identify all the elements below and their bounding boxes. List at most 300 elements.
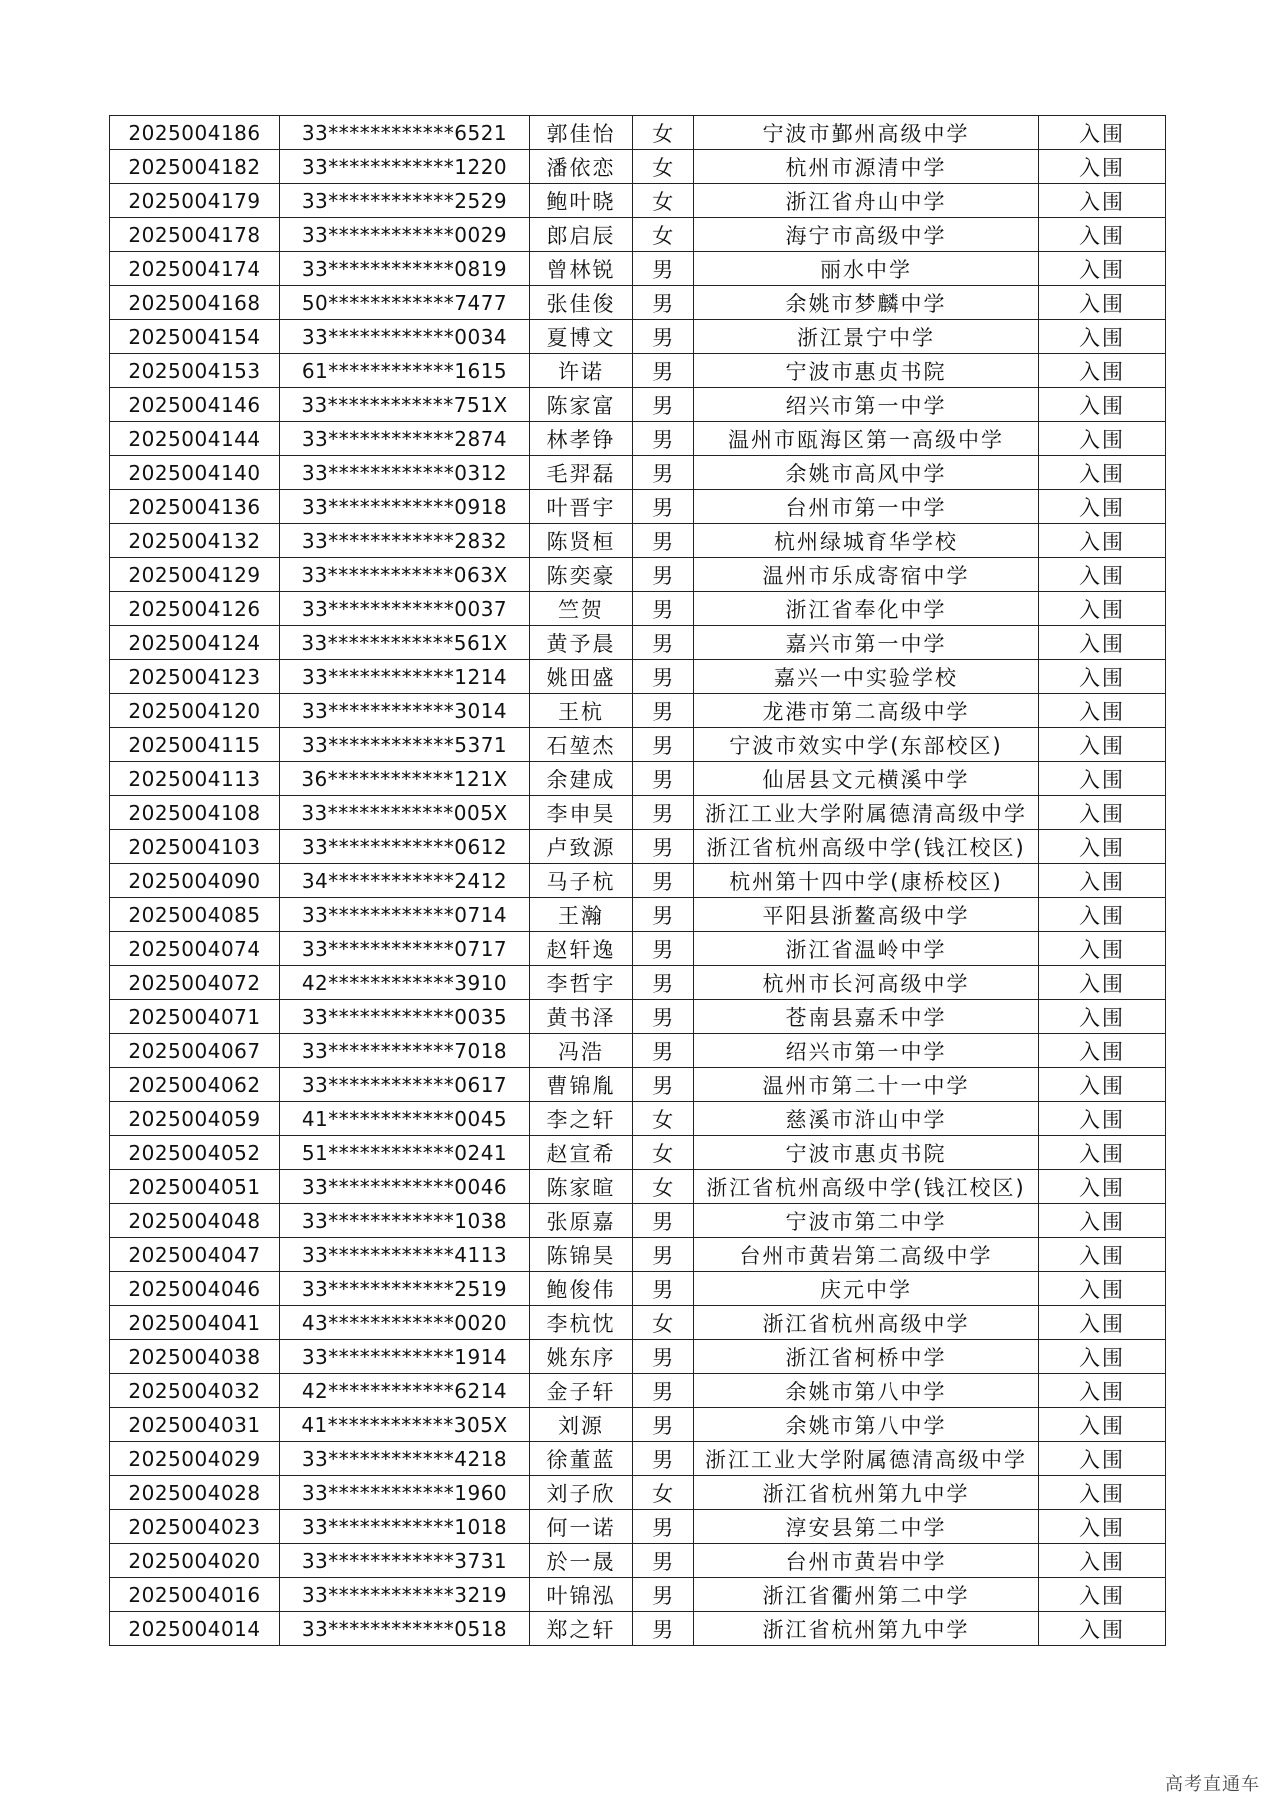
cell-exam-id: 2025004146 <box>110 388 280 422</box>
cell-school: 台州市黄岩中学 <box>694 1544 1039 1578</box>
cell-school: 杭州市长河高级中学 <box>694 966 1039 1000</box>
cell-exam-id: 2025004071 <box>110 1000 280 1034</box>
cell-exam-id: 2025004062 <box>110 1068 280 1102</box>
cell-id-card: 42************3910 <box>280 966 530 1000</box>
cell-status: 入围 <box>1039 796 1166 830</box>
cell-exam-id: 2025004023 <box>110 1510 280 1544</box>
cell-status: 入围 <box>1039 1068 1166 1102</box>
cell-exam-id: 2025004029 <box>110 1442 280 1476</box>
cell-status: 入围 <box>1039 592 1166 626</box>
cell-status: 入围 <box>1039 694 1166 728</box>
cell-gender: 男 <box>633 626 694 660</box>
cell-name: 余建成 <box>530 762 633 796</box>
cell-name: 徐董蓝 <box>530 1442 633 1476</box>
cell-gender: 男 <box>633 1544 694 1578</box>
table-row <box>110 1510 1166 1544</box>
cell-exam-id: 2025004041 <box>110 1306 280 1340</box>
cell-exam-id: 2025004046 <box>110 1272 280 1306</box>
table-row <box>110 524 1166 558</box>
cell-id-card: 33************005X <box>280 796 530 830</box>
table-row <box>110 694 1166 728</box>
cell-gender: 男 <box>633 1034 694 1068</box>
cell-status: 入围 <box>1039 320 1166 354</box>
cell-status: 入围 <box>1039 218 1166 252</box>
cell-status: 入围 <box>1039 1238 1166 1272</box>
cell-gender: 男 <box>633 388 694 422</box>
table-row <box>110 830 1166 864</box>
cell-id-card: 33************0034 <box>280 320 530 354</box>
cell-exam-id: 2025004154 <box>110 320 280 354</box>
cell-status: 入围 <box>1039 524 1166 558</box>
cell-gender: 女 <box>633 150 694 184</box>
cell-name: 马子杭 <box>530 864 633 898</box>
cell-id-card: 33************1914 <box>280 1340 530 1374</box>
cell-exam-id: 2025004028 <box>110 1476 280 1510</box>
table-row <box>110 116 1166 150</box>
cell-name: 姚田盛 <box>530 660 633 694</box>
cell-gender: 女 <box>633 116 694 150</box>
cell-name: 卢致源 <box>530 830 633 864</box>
cell-school: 余姚市第八中学 <box>694 1408 1039 1442</box>
cell-gender: 男 <box>633 286 694 320</box>
cell-gender: 男 <box>633 864 694 898</box>
cell-exam-id: 2025004140 <box>110 456 280 490</box>
table-row <box>110 1476 1166 1510</box>
cell-id-card: 33************7018 <box>280 1034 530 1068</box>
cell-name: 何一诺 <box>530 1510 633 1544</box>
table-row <box>110 1204 1166 1238</box>
cell-status: 入围 <box>1039 830 1166 864</box>
cell-school: 杭州第十四中学(康桥校区) <box>694 864 1039 898</box>
cell-school: 浙江省衢州第二中学 <box>694 1578 1039 1612</box>
cell-school: 宁波市惠贞书院 <box>694 1136 1039 1170</box>
cell-gender: 男 <box>633 660 694 694</box>
cell-school: 浙江省杭州第九中学 <box>694 1476 1039 1510</box>
cell-name: 李申昊 <box>530 796 633 830</box>
cell-school: 嘉兴市第一中学 <box>694 626 1039 660</box>
cell-school: 余姚市第八中学 <box>694 1374 1039 1408</box>
cell-exam-id: 2025004182 <box>110 150 280 184</box>
table-row <box>110 218 1166 252</box>
cell-exam-id: 2025004178 <box>110 218 280 252</box>
cell-status: 入围 <box>1039 966 1166 1000</box>
cell-school: 浙江工业大学附属德清高级中学 <box>694 796 1039 830</box>
cell-status: 入围 <box>1039 422 1166 456</box>
cell-id-card: 61************1615 <box>280 354 530 388</box>
cell-status: 入围 <box>1039 150 1166 184</box>
admission-list-table <box>109 115 1166 1646</box>
cell-status: 入围 <box>1039 1272 1166 1306</box>
table-row <box>110 796 1166 830</box>
table-row <box>110 1578 1166 1612</box>
table-row <box>110 864 1166 898</box>
cell-gender: 男 <box>633 1238 694 1272</box>
cell-school: 杭州绿城育华学校 <box>694 524 1039 558</box>
cell-school: 浙江景宁中学 <box>694 320 1039 354</box>
cell-gender: 男 <box>633 932 694 966</box>
cell-id-card: 33************2519 <box>280 1272 530 1306</box>
cell-status: 入围 <box>1039 456 1166 490</box>
cell-exam-id: 2025004048 <box>110 1204 280 1238</box>
cell-school: 庆元中学 <box>694 1272 1039 1306</box>
cell-name: 张原嘉 <box>530 1204 633 1238</box>
cell-id-card: 33************0819 <box>280 252 530 286</box>
cell-id-card: 33************751X <box>280 388 530 422</box>
cell-id-card: 42************6214 <box>280 1374 530 1408</box>
cell-status: 入围 <box>1039 1578 1166 1612</box>
cell-name: 陈贤桓 <box>530 524 633 558</box>
cell-school: 浙江省舟山中学 <box>694 184 1039 218</box>
cell-gender: 男 <box>633 1510 694 1544</box>
cell-name: 黄予晨 <box>530 626 633 660</box>
cell-gender: 女 <box>633 1306 694 1340</box>
cell-exam-id: 2025004153 <box>110 354 280 388</box>
cell-gender: 男 <box>633 456 694 490</box>
cell-exam-id: 2025004168 <box>110 286 280 320</box>
cell-id-card: 33************561X <box>280 626 530 660</box>
cell-school: 淳安县第二中学 <box>694 1510 1039 1544</box>
cell-name: 赵宣希 <box>530 1136 633 1170</box>
cell-id-card: 33************3219 <box>280 1578 530 1612</box>
cell-gender: 女 <box>633 1476 694 1510</box>
cell-exam-id: 2025004067 <box>110 1034 280 1068</box>
cell-status: 入围 <box>1039 184 1166 218</box>
cell-id-card: 33************0046 <box>280 1170 530 1204</box>
table-row <box>110 1238 1166 1272</box>
cell-status: 入围 <box>1039 1136 1166 1170</box>
cell-exam-id: 2025004059 <box>110 1102 280 1136</box>
cell-id-card: 41************305X <box>280 1408 530 1442</box>
cell-status: 入围 <box>1039 1034 1166 1068</box>
cell-school: 海宁市高级中学 <box>694 218 1039 252</box>
cell-school: 浙江省杭州第九中学 <box>694 1612 1039 1646</box>
cell-name: 毛羿磊 <box>530 456 633 490</box>
cell-id-card: 33************5371 <box>280 728 530 762</box>
cell-id-card: 33************6521 <box>280 116 530 150</box>
cell-id-card: 50************7477 <box>280 286 530 320</box>
cell-name: 李杭忱 <box>530 1306 633 1340</box>
cell-exam-id: 2025004108 <box>110 796 280 830</box>
cell-status: 入围 <box>1039 1340 1166 1374</box>
cell-name: 李之轩 <box>530 1102 633 1136</box>
cell-name: 潘依恋 <box>530 150 633 184</box>
table-row <box>110 660 1166 694</box>
cell-status: 入围 <box>1039 354 1166 388</box>
cell-exam-id: 2025004174 <box>110 252 280 286</box>
table-row <box>110 150 1166 184</box>
cell-school: 宁波市第二中学 <box>694 1204 1039 1238</box>
cell-name: 金子轩 <box>530 1374 633 1408</box>
cell-school: 浙江省奉化中学 <box>694 592 1039 626</box>
table-row <box>110 1544 1166 1578</box>
cell-school: 浙江省温岭中学 <box>694 932 1039 966</box>
cell-id-card: 33************0717 <box>280 932 530 966</box>
cell-name: 王瀚 <box>530 898 633 932</box>
cell-exam-id: 2025004014 <box>110 1612 280 1646</box>
table-row <box>110 1136 1166 1170</box>
cell-id-card: 33************0029 <box>280 218 530 252</box>
cell-school: 杭州市源清中学 <box>694 150 1039 184</box>
cell-name: 曹锦胤 <box>530 1068 633 1102</box>
cell-gender: 男 <box>633 1068 694 1102</box>
cell-gender: 男 <box>633 1204 694 1238</box>
cell-gender: 女 <box>633 1170 694 1204</box>
cell-status: 入围 <box>1039 660 1166 694</box>
cell-school: 浙江工业大学附属德清高级中学 <box>694 1442 1039 1476</box>
cell-id-card: 33************2832 <box>280 524 530 558</box>
table-row <box>110 252 1166 286</box>
cell-name: 陈家富 <box>530 388 633 422</box>
cell-gender: 男 <box>633 592 694 626</box>
cell-id-card: 41************0045 <box>280 1102 530 1136</box>
table-row <box>110 1068 1166 1102</box>
cell-status: 入围 <box>1039 1544 1166 1578</box>
table-body <box>110 116 1166 1646</box>
cell-status: 入围 <box>1039 728 1166 762</box>
cell-school: 余姚市梦麟中学 <box>694 286 1039 320</box>
cell-exam-id: 2025004126 <box>110 592 280 626</box>
cell-gender: 女 <box>633 1102 694 1136</box>
cell-name: 鲍俊伟 <box>530 1272 633 1306</box>
cell-school: 温州市第二十一中学 <box>694 1068 1039 1102</box>
cell-school: 温州市乐成寄宿中学 <box>694 558 1039 592</box>
table-row <box>110 422 1166 456</box>
cell-gender: 男 <box>633 1578 694 1612</box>
cell-school: 丽水中学 <box>694 252 1039 286</box>
table-row <box>110 898 1166 932</box>
table-row <box>110 1170 1166 1204</box>
cell-school: 慈溪市浒山中学 <box>694 1102 1039 1136</box>
cell-school: 龙港市第二高级中学 <box>694 694 1039 728</box>
cell-id-card: 33************1038 <box>280 1204 530 1238</box>
table-row <box>110 1102 1166 1136</box>
cell-exam-id: 2025004052 <box>110 1136 280 1170</box>
cell-exam-id: 2025004144 <box>110 422 280 456</box>
cell-status: 入围 <box>1039 1442 1166 1476</box>
cell-gender: 男 <box>633 796 694 830</box>
cell-exam-id: 2025004124 <box>110 626 280 660</box>
cell-gender: 男 <box>633 558 694 592</box>
cell-id-card: 33************0518 <box>280 1612 530 1646</box>
cell-gender: 女 <box>633 218 694 252</box>
cell-id-card: 33************1214 <box>280 660 530 694</box>
cell-name: 刘源 <box>530 1408 633 1442</box>
cell-exam-id: 2025004051 <box>110 1170 280 1204</box>
cell-school: 浙江省杭州高级中学(钱江校区) <box>694 830 1039 864</box>
cell-status: 入围 <box>1039 558 1166 592</box>
cell-name: 林孝铮 <box>530 422 633 456</box>
cell-status: 入围 <box>1039 1204 1166 1238</box>
watermark: 高考直通车 <box>1165 1774 1260 1795</box>
cell-id-card: 36************121X <box>280 762 530 796</box>
cell-name: 夏博文 <box>530 320 633 354</box>
table-row <box>110 728 1166 762</box>
cell-status: 入围 <box>1039 1612 1166 1646</box>
cell-status: 入围 <box>1039 252 1166 286</box>
cell-school: 浙江省杭州高级中学(钱江校区) <box>694 1170 1039 1204</box>
cell-id-card: 33************0612 <box>280 830 530 864</box>
table-row <box>110 1306 1166 1340</box>
cell-exam-id: 2025004179 <box>110 184 280 218</box>
cell-id-card: 33************2874 <box>280 422 530 456</box>
cell-status: 入围 <box>1039 864 1166 898</box>
table-row <box>110 320 1166 354</box>
cell-status: 入围 <box>1039 490 1166 524</box>
cell-school: 台州市第一中学 <box>694 490 1039 524</box>
cell-exam-id: 2025004136 <box>110 490 280 524</box>
cell-exam-id: 2025004113 <box>110 762 280 796</box>
cell-gender: 男 <box>633 898 694 932</box>
cell-school: 余姚市高风中学 <box>694 456 1039 490</box>
table-row <box>110 558 1166 592</box>
cell-school: 宁波市鄞州高级中学 <box>694 116 1039 150</box>
cell-gender: 男 <box>633 1340 694 1374</box>
cell-exam-id: 2025004129 <box>110 558 280 592</box>
cell-id-card: 33************1220 <box>280 150 530 184</box>
cell-name: 陈家暄 <box>530 1170 633 1204</box>
cell-name: 陈奕豪 <box>530 558 633 592</box>
cell-status: 入围 <box>1039 1408 1166 1442</box>
cell-name: 黄书泽 <box>530 1000 633 1034</box>
cell-school: 宁波市效实中学(东部校区) <box>694 728 1039 762</box>
table-row <box>110 456 1166 490</box>
cell-status: 入围 <box>1039 1000 1166 1034</box>
cell-school: 浙江省杭州高级中学 <box>694 1306 1039 1340</box>
cell-gender: 女 <box>633 1136 694 1170</box>
cell-gender: 男 <box>633 1000 694 1034</box>
cell-name: 郑之轩 <box>530 1612 633 1646</box>
cell-id-card: 33************4218 <box>280 1442 530 1476</box>
cell-exam-id: 2025004072 <box>110 966 280 1000</box>
cell-status: 入围 <box>1039 1374 1166 1408</box>
cell-school: 绍兴市第一中学 <box>694 388 1039 422</box>
cell-id-card: 34************2412 <box>280 864 530 898</box>
cell-exam-id: 2025004020 <box>110 1544 280 1578</box>
cell-exam-id: 2025004016 <box>110 1578 280 1612</box>
cell-status: 入围 <box>1039 762 1166 796</box>
cell-gender: 男 <box>633 966 694 1000</box>
cell-school: 平阳县浙鳌高级中学 <box>694 898 1039 932</box>
cell-exam-id: 2025004074 <box>110 932 280 966</box>
cell-id-card: 33************3014 <box>280 694 530 728</box>
cell-name: 冯浩 <box>530 1034 633 1068</box>
table-row <box>110 286 1166 320</box>
table-row <box>110 932 1166 966</box>
cell-gender: 男 <box>633 490 694 524</box>
cell-id-card: 33************0918 <box>280 490 530 524</box>
table-row <box>110 1340 1166 1374</box>
cell-exam-id: 2025004038 <box>110 1340 280 1374</box>
cell-name: 许诺 <box>530 354 633 388</box>
cell-id-card: 33************0617 <box>280 1068 530 1102</box>
cell-id-card: 33************063X <box>280 558 530 592</box>
table-row <box>110 1034 1166 1068</box>
cell-gender: 男 <box>633 728 694 762</box>
cell-name: 王杭 <box>530 694 633 728</box>
cell-id-card: 33************0037 <box>280 592 530 626</box>
table-row <box>110 1442 1166 1476</box>
cell-name: 赵轩逸 <box>530 932 633 966</box>
cell-status: 入围 <box>1039 388 1166 422</box>
cell-gender: 男 <box>633 1374 694 1408</box>
cell-id-card: 33************1960 <box>280 1476 530 1510</box>
cell-id-card: 33************3731 <box>280 1544 530 1578</box>
cell-exam-id: 2025004085 <box>110 898 280 932</box>
cell-status: 入围 <box>1039 932 1166 966</box>
cell-exam-id: 2025004103 <box>110 830 280 864</box>
cell-exam-id: 2025004186 <box>110 116 280 150</box>
cell-status: 入围 <box>1039 898 1166 932</box>
cell-id-card: 43************0020 <box>280 1306 530 1340</box>
cell-name: 竺贺 <box>530 592 633 626</box>
cell-id-card: 33************0035 <box>280 1000 530 1034</box>
cell-school: 苍南县嘉禾中学 <box>694 1000 1039 1034</box>
cell-gender: 男 <box>633 1442 694 1476</box>
cell-school: 温州市瓯海区第一高级中学 <box>694 422 1039 456</box>
cell-gender: 男 <box>633 354 694 388</box>
cell-gender: 男 <box>633 1272 694 1306</box>
cell-id-card: 33************0312 <box>280 456 530 490</box>
cell-exam-id: 2025004047 <box>110 1238 280 1272</box>
cell-name: 李哲宇 <box>530 966 633 1000</box>
table-row <box>110 490 1166 524</box>
cell-status: 入围 <box>1039 1306 1166 1340</box>
cell-status: 入围 <box>1039 626 1166 660</box>
cell-id-card: 33************1018 <box>280 1510 530 1544</box>
table-row <box>110 966 1166 1000</box>
cell-id-card: 51************0241 <box>280 1136 530 1170</box>
cell-exam-id: 2025004115 <box>110 728 280 762</box>
table-row <box>110 184 1166 218</box>
cell-status: 入围 <box>1039 286 1166 320</box>
cell-name: 於一晟 <box>530 1544 633 1578</box>
cell-gender: 男 <box>633 422 694 456</box>
cell-name: 姚东序 <box>530 1340 633 1374</box>
table-row <box>110 1000 1166 1034</box>
cell-name: 郭佳怡 <box>530 116 633 150</box>
cell-exam-id: 2025004132 <box>110 524 280 558</box>
cell-exam-id: 2025004123 <box>110 660 280 694</box>
cell-name: 张佳俊 <box>530 286 633 320</box>
cell-gender: 女 <box>633 184 694 218</box>
cell-name: 曾林锐 <box>530 252 633 286</box>
cell-gender: 男 <box>633 524 694 558</box>
cell-name: 石堃杰 <box>530 728 633 762</box>
cell-status: 入围 <box>1039 1102 1166 1136</box>
cell-name: 郎启辰 <box>530 218 633 252</box>
cell-name: 叶锦泓 <box>530 1578 633 1612</box>
table-row <box>110 762 1166 796</box>
cell-name: 鲍叶晓 <box>530 184 633 218</box>
cell-gender: 男 <box>633 762 694 796</box>
cell-status: 入围 <box>1039 116 1166 150</box>
table-row <box>110 626 1166 660</box>
cell-school: 宁波市惠贞书院 <box>694 354 1039 388</box>
cell-gender: 男 <box>633 1612 694 1646</box>
table-row <box>110 1374 1166 1408</box>
cell-exam-id: 2025004120 <box>110 694 280 728</box>
cell-school: 台州市黄岩第二高级中学 <box>694 1238 1039 1272</box>
cell-school: 嘉兴一中实验学校 <box>694 660 1039 694</box>
cell-name: 叶晋宇 <box>530 490 633 524</box>
table-row <box>110 1612 1166 1646</box>
cell-id-card: 33************4113 <box>280 1238 530 1272</box>
cell-exam-id: 2025004032 <box>110 1374 280 1408</box>
table-row <box>110 1272 1166 1306</box>
table-row <box>110 592 1166 626</box>
cell-exam-id: 2025004031 <box>110 1408 280 1442</box>
cell-name: 陈锦昊 <box>530 1238 633 1272</box>
